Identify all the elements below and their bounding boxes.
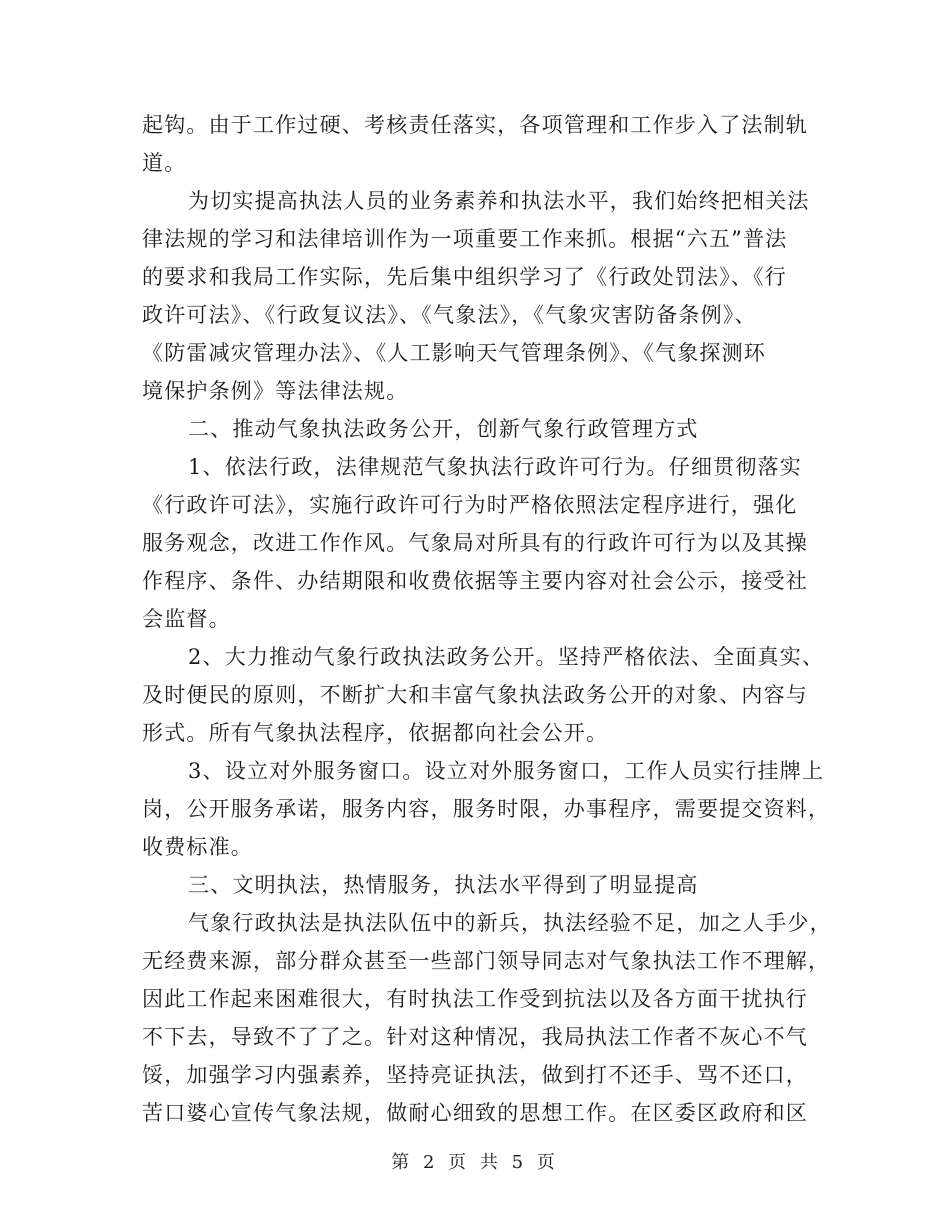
text-line: 苦口婆心宣传气象法规，做耐心细致的思想工作。在区委区政府和区 — [142, 1101, 808, 1125]
page-number-footer: 第 2 页 共 5 页 — [391, 1152, 559, 1173]
text-line: 形式。所有气象执法程序，依据都向社会公开。 — [142, 721, 609, 745]
text-line: 会监督。 — [142, 607, 231, 631]
text-line: 气象行政执法是执法队伍中的新兵，执法经验不足，加之人手少， — [188, 911, 832, 935]
text-line: 作程序、条件、办结期限和收费依据等主要内容对社会公示，接受社 — [142, 569, 808, 593]
text-line: 1、依法行政，法律规范气象执法行政许可行为。仔细贯彻落实 — [188, 455, 802, 479]
text-line: 道。 — [142, 151, 187, 175]
section-heading: 三、文明执法，热情服务，执法水平得到了明显提高 — [188, 873, 699, 897]
text-line: 馁，加强学习内强素养，坚持亮证执法，做到打不还手、骂不还口， — [142, 1063, 808, 1087]
text-line: 的要求和我局工作实际，先后集中组织学习了《行政处罚法》、《行 — [142, 265, 787, 289]
text-line: 政许可法》、《行政复议法》、《气象法》，《气象灾害防备条例》、 — [142, 303, 757, 327]
text-line: 起钩。由于工作过硬、考核责任落实，各项管理和工作步入了法制轨 — [142, 113, 808, 137]
text-line: 收费标准。 — [142, 835, 253, 859]
text-line: 岗，公开服务承诺，服务内容，服务时限，办事程序，需要提交资料， — [142, 797, 831, 821]
text-line: 3、设立对外服务窗口。设立对外服务窗口，工作人员实行挂牌上 — [188, 759, 825, 783]
text-line: 因此工作起来困难很大，有时执法工作受到抗法以及各方面干扰执行 — [142, 987, 808, 1011]
text-line: 为切实提高执法人员的业务素养和执法水平，我们始终把相关法 — [188, 189, 810, 213]
text-line: 律法规的学习和法律培训作为一项重要工作来抓。根据“六五”普法 — [142, 227, 788, 251]
text-line: 《行政许可法》，实施行政许可行为时严格依照法定程序进行，强化 — [142, 493, 798, 517]
text-line: 《防雷减灾管理办法》、《人工影响天气管理条例》、《气象探测环 — [142, 341, 766, 365]
text-line: 无经费来源，部分群众甚至一些部门领导同志对气象执法工作不理解， — [142, 949, 831, 973]
text-line: 服务观念，改进工作作风。气象局对所具有的行政许可行为以及其操 — [142, 531, 808, 555]
text-line: 及时便民的原则，不断扩大和丰富气象执法政务公开的对象、内容与 — [142, 683, 808, 707]
text-line: 2、大力推动气象行政执法政务公开。坚持严格依法、全面真实、 — [188, 645, 825, 669]
text-line: 不下去，导致不了了之。针对这种情况，我局执法工作者不灰心不气 — [142, 1025, 808, 1049]
section-heading: 二、推动气象执法政务公开，创新气象行政管理方式 — [188, 417, 699, 441]
text-line: 境保护条例》等法律法规。 — [142, 379, 409, 403]
